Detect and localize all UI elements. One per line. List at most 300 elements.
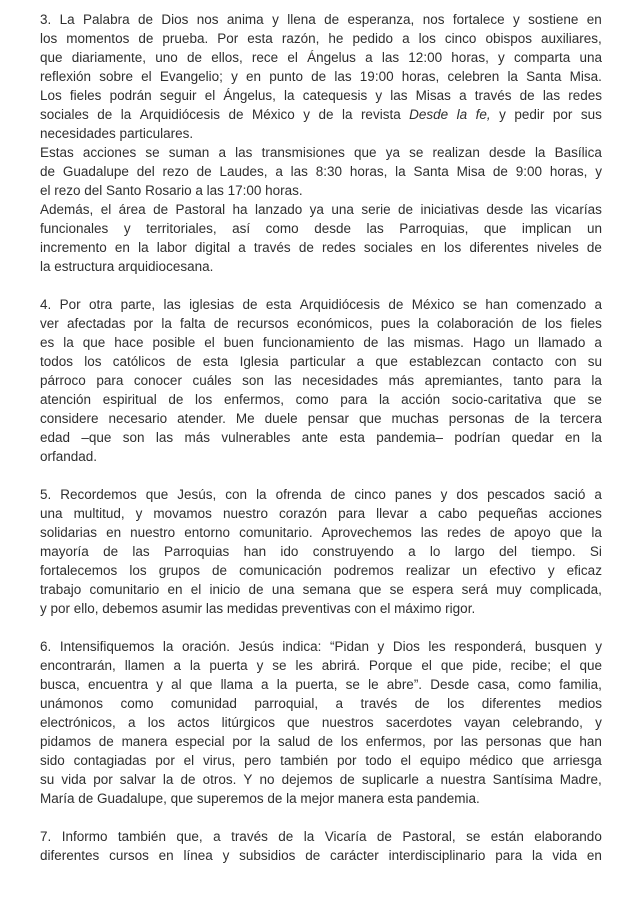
word: punto	[269, 69, 303, 84]
word: iniciativas	[420, 202, 479, 217]
word: elaborando	[534, 829, 602, 844]
word: comparta	[513, 50, 571, 65]
word: llama	[220, 677, 253, 692]
word: revista	[360, 107, 401, 122]
word: de	[40, 164, 56, 179]
word: los	[195, 392, 213, 407]
word: que	[287, 715, 310, 730]
word: y	[222, 848, 230, 863]
word: pues	[380, 316, 411, 331]
word: por	[336, 753, 357, 768]
word: de	[492, 164, 508, 179]
word: de	[324, 12, 340, 27]
word: de	[168, 392, 184, 407]
word: que	[579, 658, 602, 673]
word: enfermos,	[223, 392, 284, 407]
word: el	[141, 69, 152, 84]
word: de	[298, 240, 314, 255]
word: multitud,	[73, 506, 125, 521]
word: su	[587, 354, 602, 369]
word: Guadalupe	[62, 164, 129, 179]
word: mayoría	[40, 544, 89, 559]
word: comunidad	[170, 696, 237, 711]
word: y	[272, 12, 279, 27]
word: acciones	[82, 145, 137, 160]
word: a	[275, 164, 283, 179]
word: como	[517, 677, 551, 692]
word: a	[459, 88, 467, 103]
word: Misa	[456, 164, 486, 179]
word: Pastoral,	[402, 829, 456, 844]
word: horas,	[349, 164, 388, 179]
word: familia,	[559, 677, 602, 692]
word: sido	[40, 753, 65, 768]
text-line	[40, 694, 602, 713]
word: hace	[114, 335, 144, 350]
word: apoyo	[513, 525, 551, 540]
word: muchas	[391, 411, 439, 426]
word: la	[284, 88, 295, 103]
word: por	[552, 107, 573, 122]
word: se	[272, 658, 287, 673]
word: las	[132, 544, 150, 559]
word: necesario	[108, 411, 168, 426]
word: busquen	[534, 639, 587, 654]
word: “Pidan	[329, 639, 369, 654]
word: Por	[59, 297, 81, 312]
word: comenzado	[516, 297, 587, 312]
word: el	[287, 50, 298, 65]
word: de	[212, 563, 228, 578]
word: de	[186, 50, 202, 65]
word: vida	[552, 848, 578, 863]
word: espiritual	[102, 392, 157, 407]
word: la	[276, 677, 288, 692]
word: 5.	[40, 487, 52, 502]
word: de	[330, 487, 346, 502]
word: que	[354, 145, 377, 160]
word: pidamos	[40, 734, 92, 749]
text-line	[40, 162, 602, 181]
word: implican	[521, 221, 572, 236]
text-line	[40, 86, 602, 105]
word: la	[378, 392, 390, 407]
word: han	[579, 734, 602, 749]
word: 9:00	[515, 164, 543, 179]
word: obispos	[485, 31, 532, 46]
word: construyendo	[312, 544, 394, 559]
text-line	[40, 713, 602, 732]
word: fortalece	[452, 12, 505, 27]
word: una	[331, 202, 354, 217]
text-line	[40, 827, 602, 846]
word: horas,	[549, 164, 588, 179]
word-italic: fe,	[475, 107, 491, 122]
word: como	[120, 696, 154, 711]
word: más	[388, 373, 415, 388]
word: que	[40, 50, 63, 65]
text-line	[40, 143, 602, 162]
word: Ángelus,	[223, 88, 276, 103]
word: las	[530, 202, 548, 217]
word: dejemos	[281, 772, 333, 787]
word: de	[98, 734, 114, 749]
word: seguir	[159, 88, 197, 103]
word: duele	[264, 411, 298, 426]
word: que	[559, 525, 583, 540]
word: diferentes	[469, 240, 529, 255]
text-line	[40, 352, 602, 371]
word: de	[339, 772, 355, 787]
word: necesidades	[302, 373, 379, 388]
word: más	[184, 430, 211, 445]
word: a	[356, 354, 365, 369]
paragraph-3c	[40, 200, 602, 276]
word: Misa.	[569, 69, 602, 84]
word: el	[204, 335, 215, 350]
word: Recordemos	[60, 487, 137, 502]
word: a	[419, 506, 427, 521]
word: buen	[223, 335, 254, 350]
word: he	[328, 31, 344, 46]
word: rezo	[162, 164, 189, 179]
word: fortalecemos	[40, 563, 118, 578]
word: ellos,	[211, 50, 243, 65]
word: el	[400, 753, 411, 768]
word: Iglesia	[239, 354, 279, 369]
word: ha	[232, 202, 248, 217]
word: fieles	[570, 316, 602, 331]
word: arriesga	[553, 753, 602, 768]
word: sociales	[40, 107, 89, 122]
word: los	[84, 354, 102, 369]
word: que	[145, 487, 169, 502]
word: para	[553, 373, 581, 388]
word: pensar	[307, 411, 349, 426]
word: las	[163, 297, 181, 312]
word: 7.	[40, 829, 52, 844]
word: con	[554, 354, 577, 369]
word: 3.	[40, 12, 52, 27]
word: tercera	[559, 411, 602, 426]
word: de	[363, 335, 379, 350]
word: razón,	[281, 31, 320, 46]
word: de	[196, 164, 212, 179]
word: Arquidiócesis	[299, 297, 380, 312]
word: el	[421, 658, 432, 673]
word: pedido	[352, 31, 394, 46]
text-line	[40, 561, 602, 580]
text-line	[40, 200, 602, 219]
word: la	[259, 734, 271, 749]
word: la	[63, 335, 74, 350]
word: que	[189, 677, 213, 692]
word: todo	[365, 753, 392, 768]
text-line	[40, 580, 602, 599]
word: de	[376, 829, 392, 844]
word: la	[120, 107, 132, 122]
word: que	[521, 753, 545, 768]
word: se	[145, 145, 160, 160]
word: podrían	[454, 430, 501, 445]
word: comunicación	[239, 563, 322, 578]
word: tanto	[513, 373, 544, 388]
word: sus	[580, 107, 602, 122]
word: la	[161, 316, 172, 331]
word: también	[117, 829, 166, 844]
text-line	[40, 333, 602, 352]
word: de	[248, 582, 264, 597]
word: Dios	[161, 12, 189, 27]
word: acción	[401, 392, 441, 407]
word: México	[252, 107, 295, 122]
word: salud	[277, 734, 311, 749]
word: esta	[339, 430, 365, 445]
word: Informo	[61, 829, 108, 844]
word: las	[235, 145, 253, 160]
word: Estas	[40, 145, 74, 160]
word: también	[280, 753, 329, 768]
word: para	[340, 392, 368, 407]
word: de	[180, 772, 196, 787]
word: personas	[485, 734, 542, 749]
word: Y	[243, 772, 253, 787]
word: y	[595, 164, 602, 179]
word: y	[499, 107, 506, 122]
paragraph-5	[40, 485, 602, 618]
word: territoriales,	[146, 221, 217, 236]
word: 8:30	[315, 164, 343, 179]
word: a	[594, 335, 602, 350]
word: mismas.	[413, 335, 464, 350]
word: de	[138, 31, 154, 46]
word: en	[420, 240, 436, 255]
word: la	[162, 639, 174, 654]
text-line	[40, 789, 602, 808]
word: al	[171, 677, 182, 692]
word: están	[490, 829, 524, 844]
word: muy	[496, 582, 522, 597]
word: esta	[247, 31, 273, 46]
word: realizar	[405, 563, 451, 578]
word: a	[594, 297, 602, 312]
word: México	[411, 297, 455, 312]
word: en	[586, 12, 602, 27]
word: ya	[385, 145, 400, 160]
word: por	[155, 753, 175, 768]
word: han	[243, 544, 267, 559]
word: redes	[321, 240, 356, 255]
text-segment: y por ello, debemos asumir las medidas preventivas con el máximo rigor.	[40, 601, 476, 616]
word: las	[460, 734, 479, 749]
word: en	[114, 240, 130, 255]
word: para	[338, 506, 366, 521]
word: puerta,	[295, 677, 338, 692]
word: personas	[448, 411, 505, 426]
word: sació	[553, 487, 586, 502]
word: pandemia–	[376, 430, 444, 445]
word: los	[544, 316, 563, 331]
word: nuestra	[440, 772, 486, 787]
word: se	[345, 677, 360, 692]
word: les	[295, 658, 313, 673]
word: celebrando,	[512, 715, 583, 730]
word: Santísima	[492, 772, 553, 787]
word: movamos	[153, 506, 212, 521]
word: la	[138, 240, 149, 255]
word: una	[271, 582, 295, 597]
word: de	[213, 316, 229, 331]
word: Por	[217, 31, 239, 46]
word: esta	[265, 297, 292, 312]
word: anima	[226, 12, 264, 27]
word: iglesias	[189, 297, 235, 312]
word: Laudes,	[219, 164, 268, 179]
word: fieles	[69, 88, 102, 103]
word: de	[318, 107, 334, 122]
word: y	[303, 107, 310, 122]
word: y	[375, 88, 383, 103]
word: sostiene	[528, 12, 579, 27]
word: de	[97, 107, 113, 122]
text-line	[40, 751, 602, 770]
word: edad	[40, 430, 71, 445]
word: de	[586, 240, 602, 255]
word: el	[190, 582, 202, 597]
word: a	[408, 544, 416, 559]
word: a	[218, 145, 226, 160]
word: un	[462, 563, 478, 578]
word: las	[420, 525, 439, 540]
word: se	[466, 829, 481, 844]
word: rece	[251, 50, 279, 65]
text-segment: orfandad.	[40, 449, 98, 464]
word: lanzado	[254, 202, 303, 217]
word: los	[147, 715, 165, 730]
word: solidarias	[40, 525, 98, 540]
word: manera	[121, 734, 168, 749]
word: y	[498, 50, 505, 65]
word: de	[489, 525, 505, 540]
word: abre”.	[386, 677, 423, 692]
word: electrónicos,	[40, 715, 116, 730]
word: diferentes	[481, 696, 542, 711]
word: los	[443, 240, 462, 255]
word: la	[395, 164, 406, 179]
word: –que	[81, 430, 112, 445]
text-line	[40, 523, 602, 542]
text-line	[40, 371, 602, 390]
word: inicio	[209, 582, 241, 597]
word: los	[418, 31, 436, 46]
word: indica:	[282, 639, 322, 654]
word: través	[474, 88, 512, 103]
word: de	[228, 107, 244, 122]
word: subsidios	[239, 848, 296, 863]
word: nuestros	[321, 715, 374, 730]
word: Porque	[368, 658, 413, 673]
word: de	[521, 316, 537, 331]
word: y	[156, 677, 163, 692]
word: litúrgicos	[221, 715, 275, 730]
word: llena	[287, 12, 316, 27]
word: línea	[183, 848, 213, 863]
word: Desde	[430, 677, 470, 692]
word: pedir	[514, 107, 545, 122]
word: y	[547, 563, 555, 578]
word: Madre,	[559, 772, 602, 787]
text-line	[40, 656, 602, 675]
word: Los	[40, 88, 62, 103]
word: apremiantes,	[424, 373, 503, 388]
text-line	[40, 29, 602, 48]
word: falta	[180, 316, 206, 331]
word: las	[542, 88, 561, 103]
word: cinco	[354, 487, 386, 502]
word: espera	[412, 582, 454, 597]
word: atención	[40, 392, 92, 407]
word: y	[595, 639, 602, 654]
text-line	[40, 238, 602, 257]
word: recibe;	[510, 658, 552, 673]
word: cinco	[444, 31, 477, 46]
word: la	[189, 658, 201, 673]
word: la	[532, 848, 543, 863]
word: han	[485, 297, 508, 312]
word: La	[59, 12, 75, 27]
word: y	[595, 715, 602, 730]
word: uno	[155, 50, 178, 65]
word: les	[428, 639, 446, 654]
word: de	[242, 297, 258, 312]
word: le	[368, 677, 379, 692]
word: con	[225, 487, 248, 502]
word: parte,	[120, 297, 156, 312]
word: a	[335, 696, 344, 711]
word: ofrenda	[275, 487, 322, 502]
word: se	[409, 145, 424, 160]
word: de	[317, 734, 333, 749]
word: abrirá.	[321, 658, 360, 673]
word: el	[559, 658, 571, 673]
word: médico	[469, 753, 513, 768]
word: través	[360, 696, 398, 711]
word: efectivo	[489, 563, 536, 578]
word: 4.	[40, 297, 52, 312]
word: de	[398, 202, 414, 217]
word: Palabra	[83, 12, 130, 27]
word: a	[213, 829, 221, 844]
word: la	[418, 316, 429, 331]
word: equipo	[419, 753, 461, 768]
word: Santa	[413, 164, 449, 179]
word: desde	[486, 202, 524, 217]
word-italic: la	[456, 107, 468, 122]
word: las	[366, 221, 384, 236]
text-line	[40, 485, 602, 504]
word: posible	[152, 335, 196, 350]
word: para	[96, 373, 124, 388]
text-line	[40, 846, 602, 865]
word: que	[82, 335, 106, 350]
word: será	[461, 582, 488, 597]
word: de	[153, 202, 169, 217]
word: en	[158, 848, 174, 863]
word: para	[495, 848, 523, 863]
text-line	[40, 637, 602, 656]
word: cabo	[437, 506, 468, 521]
word: nuestro	[130, 525, 176, 540]
